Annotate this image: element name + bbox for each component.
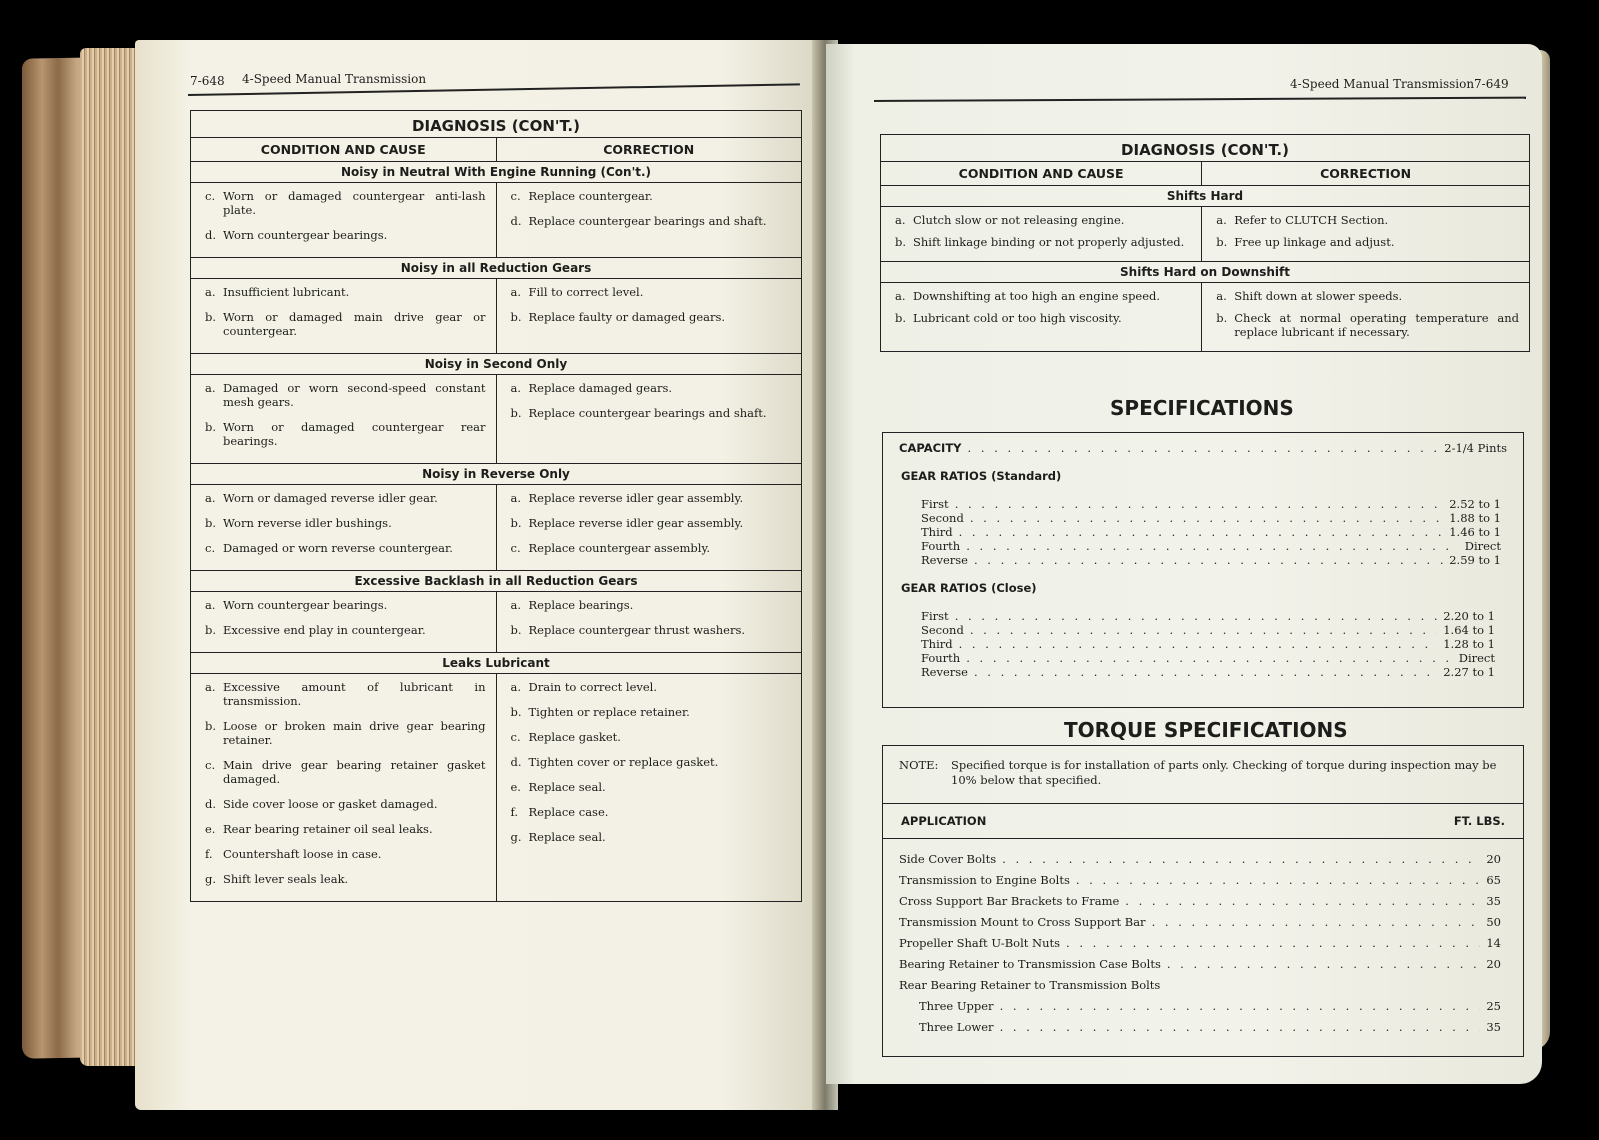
cause-item (205, 285, 486, 299)
spec-value: 2.52 to 1 (1449, 497, 1501, 511)
item-text: Worn reverse idler bushings. (223, 516, 392, 530)
item-letter: b. (510, 310, 522, 324)
spec-row (921, 665, 1495, 679)
spec-name: Fourth (921, 651, 961, 665)
leader-dots (959, 637, 1438, 651)
section-heading: Noisy in all Reduction Gears (191, 258, 802, 279)
item-text: Tighten cover or replace gasket. (528, 755, 719, 769)
spec-row (921, 525, 1501, 539)
item-letter: b. (205, 420, 217, 434)
item-letter: e. (510, 780, 521, 794)
item-letter: a. (510, 680, 522, 694)
spec-row (899, 870, 1501, 891)
spec-row (899, 954, 1501, 975)
item-letter: d. (205, 228, 217, 242)
item-letter: b. (510, 705, 522, 719)
correction-item (511, 730, 792, 744)
spec-name: Third (921, 525, 953, 539)
item-text: Drain to correct level. (528, 680, 658, 694)
capacity-row (899, 441, 1507, 455)
leader-dots (1152, 912, 1481, 933)
item-letter: a. (205, 598, 216, 612)
correction-cell (496, 183, 802, 258)
capacity-label: CAPACITY (899, 441, 962, 455)
leader-dots (959, 525, 1444, 539)
correction-cell (1202, 283, 1530, 352)
section-heading: Noisy in Reverse Only (191, 464, 802, 485)
correction-item (511, 680, 792, 694)
spec-value: 65 (1486, 873, 1501, 887)
application-header: APPLICATION (901, 814, 987, 828)
item-letter: c. (510, 189, 521, 203)
torque-list (883, 839, 1523, 1038)
cause-item (205, 310, 486, 338)
spec-value: 25 (1486, 999, 1501, 1013)
item-text: Replace countergear bearings and shaft. (528, 406, 767, 420)
correction-item (511, 381, 792, 395)
cause-cell (881, 283, 1202, 352)
item-letter: b. (510, 623, 522, 637)
cause-item (205, 516, 486, 530)
correction-item (511, 406, 792, 420)
leader-dots (974, 553, 1443, 567)
specifications-title: SPECIFICATIONS (1110, 396, 1294, 420)
item-text: Replace bearings. (528, 598, 634, 612)
item-text: Main drive gear bearing retainer gasket damaged. (223, 758, 486, 786)
item-letter: d. (205, 797, 217, 811)
correction-item (511, 623, 792, 637)
section-heading: Excessive Backlash in all Reduction Gears (191, 571, 802, 592)
diagnosis-title: DIAGNOSIS (CON'T.) (881, 135, 1530, 162)
spec-value: 2.59 to 1 (1449, 553, 1501, 567)
item-letter: b. (205, 623, 217, 637)
correction-cell (496, 674, 802, 902)
item-text: Clutch slow or not releasing engine. (913, 213, 1125, 227)
leader-dots (1167, 954, 1480, 975)
spec-value: 2.27 to 1 (1443, 665, 1495, 679)
item-text: Replace damaged gears. (528, 381, 673, 395)
item-letter: b. (510, 516, 522, 530)
right-diagnosis-table (880, 134, 1530, 352)
item-letter: a. (510, 598, 522, 612)
right-page-number: 7-649 (1474, 77, 1509, 91)
item-text: Replace reverse idler gear assembly. (528, 491, 744, 505)
leader-dots (966, 651, 1453, 665)
item-text: Rear bearing retainer oil seal leaks. (223, 822, 433, 836)
spec-row (921, 497, 1501, 511)
item-text: Lubricant cold or too high viscosity. (913, 311, 1122, 325)
item-letter: a. (1216, 213, 1227, 227)
item-letter: a. (205, 381, 216, 395)
cause-item (205, 623, 486, 637)
section-heading: Shifts Hard (881, 186, 1530, 207)
correction-item (1216, 289, 1519, 303)
item-letter: b. (1216, 311, 1228, 325)
spec-value: 20 (1486, 852, 1501, 866)
correction-cell (496, 592, 802, 653)
gear-ratios-close-list (921, 609, 1495, 679)
cause-item (205, 758, 486, 786)
item-letter: b. (205, 310, 217, 324)
torque-note (883, 746, 1523, 804)
cause-item (205, 797, 486, 811)
spec-name: Reverse (921, 665, 968, 679)
spec-name: Rear Bearing Retainer to Transmission Bolts (899, 978, 1161, 992)
item-letter: c. (510, 730, 521, 744)
cause-item (895, 213, 1191, 227)
item-text: Replace countergear thrust washers. (528, 623, 746, 637)
spec-value: Direct (1458, 651, 1495, 665)
correction-cell (496, 375, 802, 464)
leader-dots (966, 539, 1459, 553)
item-letter: b. (895, 311, 907, 325)
leader-dots (970, 623, 1437, 637)
correction-item (511, 805, 792, 819)
item-text: Countershaft loose in case. (223, 847, 382, 861)
condition-and-cause-header: CONDITION AND CAUSE (191, 138, 497, 162)
spec-row (899, 912, 1501, 933)
spec-name: Second (921, 623, 964, 637)
item-letter: a. (895, 289, 906, 303)
cause-cell (191, 183, 497, 258)
spec-row (921, 637, 1495, 651)
spec-value: 2.20 to 1 (1443, 609, 1495, 623)
cause-item (205, 420, 486, 448)
item-letter: a. (205, 285, 216, 299)
correction-header: CORRECTION (1202, 162, 1530, 186)
cause-item (205, 719, 486, 747)
spec-name: Bearing Retainer to Transmission Case Bolts (899, 957, 1161, 971)
spec-row (899, 849, 1501, 870)
section-heading: Leaks Lubricant (191, 653, 802, 674)
spec-value: 1.88 to 1 (1449, 511, 1501, 525)
item-text: Replace gasket. (528, 730, 621, 744)
section-heading: Shifts Hard on Downshift (881, 262, 1530, 283)
item-text: Downshifting at too high an engine speed. (913, 289, 1161, 303)
cause-item (205, 228, 486, 242)
item-text: Replace seal. (528, 830, 606, 844)
item-letter: c. (205, 758, 216, 772)
spec-value: Direct (1464, 539, 1501, 553)
left-diagnosis-table (190, 110, 802, 902)
note-label: NOTE: (899, 758, 939, 772)
cause-item (205, 541, 486, 555)
spec-value: 1.64 to 1 (1443, 623, 1495, 637)
correction-item (1216, 311, 1519, 339)
leader-dots (970, 511, 1443, 525)
item-text: Replace countergear bearings and shaft. (528, 214, 767, 228)
correction-item (511, 705, 792, 719)
spec-value: 35 (1486, 894, 1501, 908)
leader-dots (1002, 849, 1480, 870)
item-letter: a. (510, 491, 522, 505)
correction-item (511, 830, 792, 844)
cause-item (205, 872, 486, 886)
item-text: Check at normal operating temperature and replace lubricant if necessary. (1234, 311, 1519, 339)
cause-item (205, 189, 486, 217)
spec-name: Transmission to Engine Bolts (899, 873, 1070, 887)
item-letter: e. (205, 822, 216, 836)
spec-name: Three Upper (919, 999, 994, 1013)
leader-dots (974, 665, 1437, 679)
correction-item (511, 189, 792, 203)
correction-header: CORRECTION (496, 138, 802, 162)
spec-value: 20 (1486, 957, 1501, 971)
correction-item (511, 214, 792, 228)
cause-item (205, 491, 486, 505)
leader-dots (1066, 933, 1480, 954)
item-letter: d. (510, 214, 522, 228)
right-running-head: 4-Speed Manual Transmission (1290, 77, 1475, 91)
spec-row (899, 996, 1501, 1017)
leader-dots (1000, 996, 1481, 1017)
leader-dots (955, 609, 1438, 623)
spec-value: 1.46 to 1 (1449, 525, 1501, 539)
correction-item (511, 598, 792, 612)
spec-name: First (921, 497, 949, 511)
item-text: Replace seal. (528, 780, 606, 794)
item-text: Excessive amount of lubricant in transmission. (223, 680, 486, 708)
spec-row (921, 511, 1501, 525)
item-letter: f. (205, 847, 213, 861)
spec-row (921, 623, 1495, 637)
item-text: Replace countergear assembly. (528, 541, 711, 555)
note-text: Specified torque is for installation of parts only. Checking of torque during inspection may be 10% below that specified. (951, 758, 1497, 787)
item-letter: c. (205, 189, 216, 203)
item-letter: c. (205, 541, 216, 555)
correction-item (511, 780, 792, 794)
correction-item (511, 755, 792, 769)
item-text: Worn or damaged countergear rear bearings. (223, 420, 486, 448)
item-letter: a. (1216, 289, 1227, 303)
spec-row (899, 891, 1501, 912)
correction-item (511, 285, 792, 299)
gear-ratios-standard-label: GEAR RATIOS (Standard) (901, 469, 1062, 483)
spec-row (921, 553, 1501, 567)
correction-cell (496, 279, 802, 354)
spec-name: Fourth (921, 539, 961, 553)
item-text: Shift down at slower speeds. (1234, 289, 1403, 303)
item-text: Refer to CLUTCH Section. (1234, 213, 1389, 227)
cause-item (205, 847, 486, 861)
item-letter: b. (895, 235, 907, 249)
spec-value: 50 (1486, 915, 1501, 929)
spec-row (899, 975, 1501, 996)
cause-item (895, 235, 1191, 249)
correction-item (511, 310, 792, 324)
item-text: Replace countergear. (528, 189, 653, 203)
item-text: Worn or damaged main drive gear or countergear. (223, 310, 486, 338)
correction-item (511, 541, 792, 555)
item-text: Loose or broken main drive gear bearing retainer. (223, 719, 486, 747)
cause-item (895, 311, 1191, 325)
item-text: Worn countergear bearings. (223, 228, 388, 242)
cause-cell (191, 485, 497, 571)
spec-row (899, 933, 1501, 954)
torque-column-headers (883, 804, 1523, 839)
item-letter: c. (510, 541, 521, 555)
correction-item (511, 516, 792, 530)
item-text: Replace faulty or damaged gears. (528, 310, 726, 324)
item-text: Tighten or replace retainer. (528, 705, 690, 719)
item-text: Worn or damaged countergear anti-lash plate. (223, 189, 486, 217)
spec-name: Third (921, 637, 953, 651)
item-letter: a. (205, 680, 216, 694)
item-letter: g. (205, 872, 217, 886)
item-letter: b. (205, 516, 217, 530)
item-letter: b. (1216, 235, 1228, 249)
item-text: Shift linkage binding or not properly adjusted. (913, 235, 1185, 249)
spec-name: Transmission Mount to Cross Support Bar (899, 915, 1146, 929)
torque-specifications-title: TORQUE SPECIFICATIONS (1064, 718, 1348, 742)
cause-item (205, 381, 486, 409)
item-letter: a. (895, 213, 906, 227)
spec-row (921, 651, 1495, 665)
item-text: Worn countergear bearings. (223, 598, 388, 612)
spec-value: 1.28 to 1 (1443, 637, 1495, 651)
spec-name: Cross Support Bar Brackets to Frame (899, 894, 1120, 908)
item-letter: b. (205, 719, 217, 733)
correction-item (1216, 213, 1519, 227)
leader-dots (1000, 1017, 1481, 1038)
cause-item (205, 598, 486, 612)
section-heading: Noisy in Second Only (191, 354, 802, 375)
spec-name: Side Cover Bolts (899, 852, 997, 866)
item-letter: f. (510, 805, 519, 819)
item-text: Damaged or worn reverse countergear. (223, 541, 453, 555)
cause-cell (881, 207, 1202, 262)
gear-ratios-standard-list (921, 497, 1501, 567)
spec-value: 35 (1486, 1020, 1501, 1034)
section-heading: Noisy in Neutral With Engine Running (Con't.) (191, 162, 802, 183)
specifications-box (882, 432, 1524, 708)
cause-cell (191, 279, 497, 354)
item-letter: a. (205, 491, 216, 505)
spec-row (921, 539, 1501, 553)
condition-and-cause-header: CONDITION AND CAUSE (881, 162, 1202, 186)
item-letter: d. (510, 755, 522, 769)
leader-dots (955, 497, 1444, 511)
spec-name: Reverse (921, 553, 968, 567)
leader-dots (1076, 870, 1480, 891)
gear-ratios-close-label: GEAR RATIOS (Close) (901, 581, 1037, 595)
correction-cell (1202, 207, 1530, 262)
cause-cell (191, 592, 497, 653)
left-page-number: 7-648 (190, 74, 225, 88)
correction-item (511, 491, 792, 505)
item-text: Shift lever seals leak. (223, 872, 349, 886)
spec-name: Propeller Shaft U-Bolt Nuts (899, 936, 1061, 950)
cause-cell (191, 375, 497, 464)
spec-row (899, 1017, 1501, 1038)
item-text: Worn or damaged reverse idler gear. (223, 491, 438, 505)
capacity-value: 2-1/4 Pints (1444, 441, 1507, 455)
correction-cell (496, 485, 802, 571)
item-letter: g. (510, 830, 522, 844)
cause-item (895, 289, 1191, 303)
item-letter: b. (510, 406, 522, 420)
left-running-head: 4-Speed Manual Transmission (242, 72, 427, 86)
ft-lbs-header: FT. LBS. (1453, 814, 1505, 828)
item-letter: a. (510, 381, 522, 395)
leader-dots (968, 441, 1439, 455)
item-text: Free up linkage and adjust. (1234, 235, 1395, 249)
leader-dots (1125, 891, 1480, 912)
correction-item (1216, 235, 1519, 249)
spec-name: First (921, 609, 949, 623)
item-text: Damaged or worn second-speed constant mesh gears. (223, 381, 486, 409)
spec-value: 14 (1486, 936, 1501, 950)
diagnosis-title: DIAGNOSIS (CON'T.) (191, 111, 802, 138)
cause-item (205, 822, 486, 836)
spec-row (921, 609, 1495, 623)
spec-name: Second (921, 511, 964, 525)
cause-cell (191, 674, 497, 902)
item-letter: a. (510, 285, 522, 299)
item-text: Excessive end play in countergear. (223, 623, 426, 637)
book-page-stack-left (80, 48, 142, 1066)
item-text: Insufficient lubricant. (223, 285, 350, 299)
item-text: Replace reverse idler gear assembly. (528, 516, 744, 530)
spec-name: Three Lower (919, 1020, 994, 1034)
torque-specifications-box (882, 745, 1524, 1057)
item-text: Replace case. (528, 805, 609, 819)
item-text: Fill to correct level. (528, 285, 644, 299)
item-text: Side cover loose or gasket damaged. (223, 797, 438, 811)
cause-item (205, 680, 486, 708)
